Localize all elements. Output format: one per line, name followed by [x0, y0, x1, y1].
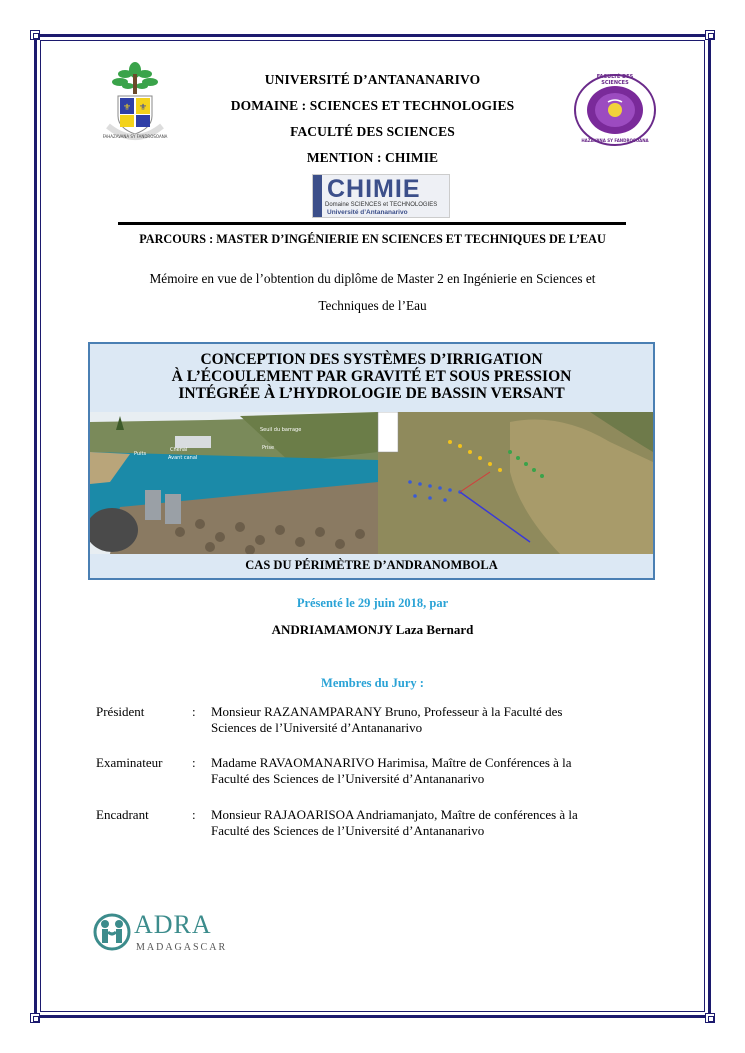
faculty-seal-bottom-text: HAZAVANA SY FANDROSOANA — [581, 138, 649, 143]
header-rule — [118, 222, 626, 225]
faculty-name: FACULTÉ DES SCIENCES — [290, 124, 455, 139]
label-seuil: Seuil du barrage — [260, 427, 302, 433]
adra-country: MADAGASCAR — [136, 942, 228, 953]
jury-role: Président — [96, 704, 145, 719]
adra-name: ADRA — [134, 910, 212, 939]
label-prise: Prise — [262, 445, 275, 451]
university-name: UNIVERSITÉ D’ANTANANARIVO — [264, 72, 481, 87]
jury-colon: : — [192, 704, 196, 719]
presentation-date: Présenté le 29 juin 2018, par — [296, 596, 449, 610]
author-name: ANDRIAMAMONJY Laza Bernard — [271, 622, 474, 637]
title-figures — [90, 412, 653, 554]
memoire-line-2: Techniques de l’Eau — [318, 298, 427, 313]
jury-description — [211, 704, 641, 736]
svg-text:⚜: ⚜ — [138, 102, 148, 112]
corner-ornament — [705, 1013, 715, 1023]
jury-colon: : — [192, 807, 196, 822]
title-box — [88, 342, 655, 580]
corner-ornament — [30, 30, 40, 40]
jury-role: Examinateur — [96, 755, 163, 770]
chimie-logo-line2: Université d’Antananarivo — [327, 209, 408, 216]
jury-colon: : — [192, 755, 196, 770]
jury-description-line: Faculté des Sciences de l’Université d’Antananarivo — [211, 771, 485, 786]
jury-role: Encadrant — [96, 807, 149, 822]
jury-description-line: Monsieur RAZANAMPARANY Bruno, Professeur à la Faculté des — [211, 704, 563, 719]
chimie-logo-side-text: Mention — [307, 183, 314, 205]
domain-name: DOMAINE : SCIENCES ET TECHNOLOGIES — [230, 98, 515, 113]
jury-description-line: Monsieur RAJAOARISOA Andriamanjato, Maître de conférences à la — [211, 807, 578, 822]
adra-people-icon — [92, 912, 132, 952]
chimie-logo-word: CHIMIE — [327, 175, 421, 203]
jury-description-line: Sciences de l’Université d’Antananarivo — [211, 720, 423, 735]
label-chenal: Chenal — [170, 447, 188, 453]
figures-svg — [90, 412, 653, 554]
label-avant-canal: Avant canal — [168, 455, 198, 461]
parcours-label: PARCOURS : MASTER D’INGÉNIERIE EN SCIENCES ET TECHNIQUES DE L’EAU — [139, 232, 606, 246]
thesis-title-line-2: À L’ÉCOULEMENT PAR GRAVITÉ ET SOUS PRESSION — [171, 368, 572, 385]
thesis-title-line-3: INTÉGRÉE À L’HYDROLOGIE DE BASSIN VERSANT — [178, 385, 565, 402]
university-motto: FAHAZAVANA SY FANDROSOANA — [102, 134, 168, 139]
jury-description — [211, 807, 641, 839]
adra-logo — [92, 910, 242, 960]
thesis-title-line-1: CONCEPTION DES SYSTÈMES D’IRRIGATION — [200, 351, 543, 368]
chimie-logo — [307, 174, 450, 218]
memoire-line-1: Mémoire en vue de l’obtention du diplôme de Master 2 en Ingénierie en Sciences et — [149, 271, 596, 286]
faculty-seal-top-text: FACULTÉ DES SCIENCES — [596, 74, 634, 86]
corner-ornament — [705, 30, 715, 40]
label-puits: Puits — [134, 451, 147, 457]
chimie-logo-sidebar — [313, 175, 322, 217]
mention-name: MENTION : CHIMIE — [306, 150, 439, 165]
chimie-logo-line1: Domaine SCIENCES et TECHNOLOGIES — [325, 202, 438, 208]
thesis-title — [90, 351, 653, 402]
jury-description-line: Madame RAVAOMANARIVO Harimisa, Maître de Conférences à la — [211, 755, 572, 770]
corner-ornament — [30, 1013, 40, 1023]
jury-description — [211, 755, 641, 787]
jury-description-line: Faculté des Sciences de l’Université d’Antananarivo — [211, 823, 485, 838]
case-study-label: CAS DU PÉRIMÈTRE D’ANDRANOMBOLA — [245, 558, 498, 572]
jury-heading: Membres du Jury : — [321, 676, 424, 690]
svg-text:⚜: ⚜ — [122, 102, 132, 112]
